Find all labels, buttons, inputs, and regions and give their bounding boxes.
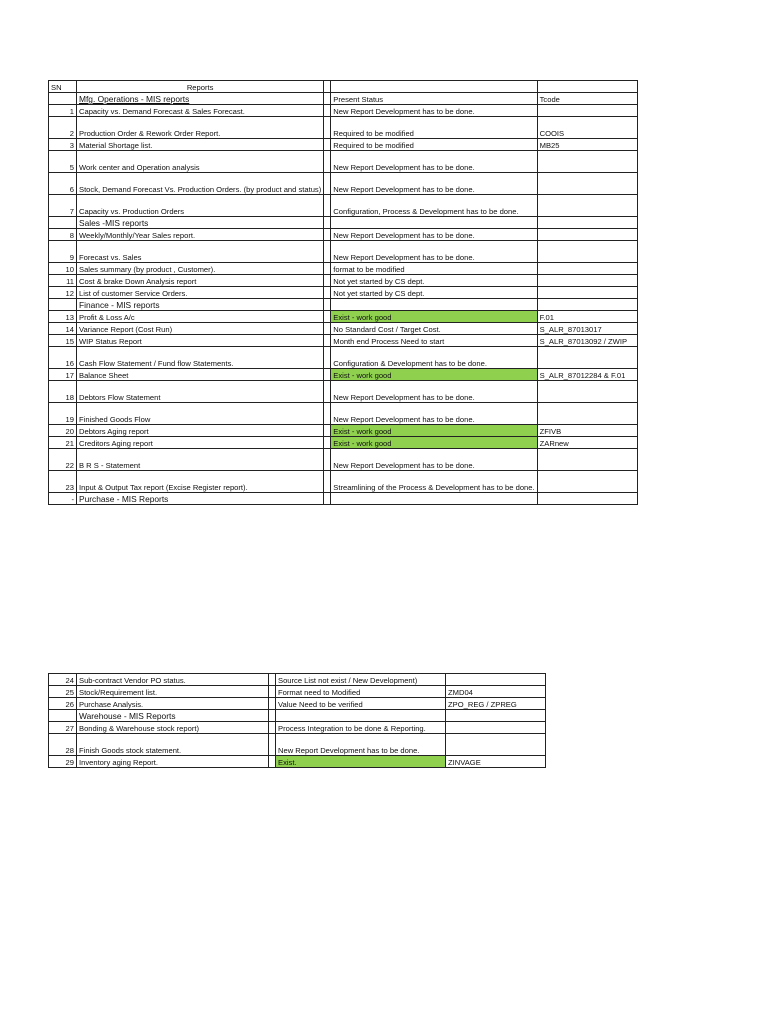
sn-cell: 10 [49, 263, 77, 275]
status-cell: No Standard Cost / Target Cost. [331, 323, 537, 335]
report-name-cell: Cash Flow Statement / Fund flow Statements. [77, 347, 324, 369]
table-row [49, 323, 638, 335]
sn-cell [49, 299, 77, 311]
status-cell: Value Need to be verified [276, 698, 446, 710]
tcode-cell: Tcode [537, 93, 637, 105]
status-cell: New Report Development has to be done. [331, 449, 537, 471]
report-name-cell: Weekly/Monthly/Year Sales report. [77, 229, 324, 241]
report-name-cell: Inventory aging Report. [77, 756, 269, 768]
spacer-cell [324, 151, 331, 173]
sn-cell: - [49, 493, 77, 505]
section-title: Mfg. Operations - MIS reports [77, 93, 324, 105]
spacer-cell [324, 173, 331, 195]
table-row [49, 105, 638, 117]
table-row [49, 722, 546, 734]
sn-cell [49, 217, 77, 229]
section-row [49, 217, 638, 229]
spacer-cell [324, 449, 331, 471]
spacer-cell [324, 217, 331, 229]
tcode-cell: S_ALR_87013017 [537, 323, 637, 335]
sn-cell: 27 [49, 722, 77, 734]
table-row [49, 335, 638, 347]
sn-cell: 28 [49, 734, 77, 756]
tcode-cell: S_ALR_87013092 / ZWIP [537, 335, 637, 347]
sn-cell: 3 [49, 139, 77, 151]
sn-cell: 15 [49, 335, 77, 347]
table-row [49, 195, 638, 217]
report-name-cell: Debtors Aging report [77, 425, 324, 437]
report-name-cell: WIP Status Report [77, 335, 324, 347]
tcode-header-cell [537, 81, 637, 93]
report-name-cell: Finished Goods Flow [77, 403, 324, 425]
reports-header: Reports [77, 81, 324, 93]
tcode-cell [537, 217, 637, 229]
status-cell: Exist - work good [331, 369, 537, 381]
tcode-cell [537, 287, 637, 299]
status-cell: Month end Process Need to start [331, 335, 537, 347]
report-name-cell: Finish Goods stock statement. [77, 734, 269, 756]
report-name-cell: Profit & Loss A/c [77, 311, 324, 323]
report-name-cell: Cost & brake Down Analysis report [77, 275, 324, 287]
report-name-cell: Sales summary (by product , Customer). [77, 263, 324, 275]
table-row [49, 449, 638, 471]
sn-cell: 1 [49, 105, 77, 117]
table-row [49, 139, 638, 151]
sn-cell: 7 [49, 195, 77, 217]
spacer-cell [324, 403, 331, 425]
tcode-cell [537, 449, 637, 471]
spacer-cell [324, 229, 331, 241]
spacer-cell [324, 139, 331, 151]
status-header-cell [331, 81, 537, 93]
report-name-cell: Capacity vs. Demand Forecast & Sales Forecast. [77, 105, 324, 117]
status-cell: Source List not exist / New Development) [276, 674, 446, 686]
tcode-cell [446, 674, 546, 686]
spacer-cell [324, 347, 331, 369]
table-row [49, 151, 638, 173]
tcode-cell [537, 105, 637, 117]
section-title: Finance - MIS reports [77, 299, 324, 311]
table-row [49, 287, 638, 299]
status-cell: Exist - work good [331, 425, 537, 437]
status-cell [331, 217, 537, 229]
purchase-warehouse-table [48, 673, 546, 768]
table-row [49, 347, 638, 369]
spacer-cell [324, 299, 331, 311]
tcode-cell [537, 151, 637, 173]
sn-cell: 23 [49, 471, 77, 493]
report-name-cell: Stock/Requirement list. [77, 686, 269, 698]
status-cell: New Report Development has to be done. [331, 105, 537, 117]
tcode-cell: ZARnew [537, 437, 637, 449]
tcode-cell: ZFIVB [537, 425, 637, 437]
status-cell: Required to be modified [331, 139, 537, 151]
status-cell: Exist - work good [331, 437, 537, 449]
report-name-cell: B R S - Statement [77, 449, 324, 471]
tcode-cell [537, 229, 637, 241]
status-cell: New Report Development has to be done. [331, 173, 537, 195]
spacer-cell [324, 471, 331, 493]
section-title: Purchase - MIS Reports [77, 493, 324, 505]
report-name-cell: List of customer Service Orders. [77, 287, 324, 299]
status-cell: Not yet started by CS dept. [331, 287, 537, 299]
table-row [49, 425, 638, 437]
spacer-cell [269, 686, 276, 698]
spacer-cell [269, 710, 276, 722]
sn-cell [49, 710, 77, 722]
section-row [49, 493, 638, 505]
spacer-cell [269, 674, 276, 686]
table-row [49, 241, 638, 263]
sn-cell: 11 [49, 275, 77, 287]
spacer-cell [269, 722, 276, 734]
tcode-cell [537, 471, 637, 493]
tcode-cell [446, 722, 546, 734]
tcode-cell [446, 734, 546, 756]
sn-cell: 9 [49, 241, 77, 263]
sn-cell: 13 [49, 311, 77, 323]
report-name-cell: Stock, Demand Forecast Vs. Production Orders. (by product and status) [77, 173, 324, 195]
table-row [49, 229, 638, 241]
report-name-cell: Production Order & Rework Order Report. [77, 117, 324, 139]
spacer-cell [324, 105, 331, 117]
sn-cell: 2 [49, 117, 77, 139]
spacer-cell [324, 323, 331, 335]
table-row [49, 698, 546, 710]
spacer-cell [324, 437, 331, 449]
section-title: Warehouse - MIS Reports [77, 710, 269, 722]
sn-cell: 6 [49, 173, 77, 195]
table-row [49, 263, 638, 275]
tcode-cell: MB25 [537, 139, 637, 151]
status-cell: New Report Development has to be done. [276, 734, 446, 756]
header-row [49, 81, 638, 93]
status-cell: New Report Development has to be done. [331, 151, 537, 173]
status-cell [276, 710, 446, 722]
spacer-cell [269, 734, 276, 756]
report-name-cell: Material Shortage list. [77, 139, 324, 151]
table-row [49, 471, 638, 493]
report-name-cell: Debtors Flow Statement [77, 381, 324, 403]
sn-cell: 14 [49, 323, 77, 335]
section-title: Sales -MIS reports [77, 217, 324, 229]
tcode-cell [537, 347, 637, 369]
tcode-cell [446, 710, 546, 722]
table-row [49, 173, 638, 195]
tcode-cell: ZINVAGE [446, 756, 546, 768]
status-cell: New Report Development has to be done. [331, 403, 537, 425]
tcode-cell: ZMD04 [446, 686, 546, 698]
tcode-cell [537, 173, 637, 195]
tcode-cell: F.01 [537, 311, 637, 323]
spacer-cell [324, 117, 331, 139]
spacer-cell [269, 756, 276, 768]
tcode-cell: ZPO_REG / ZPREG [446, 698, 546, 710]
status-cell: Configuration, Process & Development has to be done. [331, 195, 537, 217]
table-row [49, 686, 546, 698]
table-row [49, 117, 638, 139]
table-row [49, 674, 546, 686]
report-name-cell: Capacity vs. Production Orders [77, 195, 324, 217]
report-name-cell: Purchase Analysis. [77, 698, 269, 710]
sn-cell: 29 [49, 756, 77, 768]
sn-cell [49, 93, 77, 105]
spacer-cell [324, 81, 331, 93]
section-row [49, 93, 638, 105]
status-cell: Present Status [331, 93, 537, 105]
spacer-cell [324, 425, 331, 437]
sn-cell: 19 [49, 403, 77, 425]
sn-cell: 17 [49, 369, 77, 381]
sn-cell: 5 [49, 151, 77, 173]
sn-cell: 16 [49, 347, 77, 369]
table-row [49, 311, 638, 323]
report-name-cell: Creditors Aging report [77, 437, 324, 449]
status-cell: New Report Development has to be done. [331, 229, 537, 241]
spacer-cell [324, 311, 331, 323]
report-name-cell: Bonding & Warehouse stock report) [77, 722, 269, 734]
sn-cell: 18 [49, 381, 77, 403]
report-name-cell: Variance Report (Cost Run) [77, 323, 324, 335]
report-name-cell: Balance Sheet [77, 369, 324, 381]
report-name-cell: Work center and Operation analysis [77, 151, 324, 173]
tcode-cell: S_ALR_87012284 & F.01 [537, 369, 637, 381]
status-cell: New Report Development has to be done. [331, 381, 537, 403]
tcode-cell [537, 263, 637, 275]
table-row [49, 381, 638, 403]
spacer-cell [324, 335, 331, 347]
spacer-cell [324, 381, 331, 403]
table-row [49, 437, 638, 449]
spacer-cell [324, 493, 331, 505]
spacer-cell [269, 698, 276, 710]
spacer-cell [324, 275, 331, 287]
report-name-cell: Sub-contract Vendor PO status. [77, 674, 269, 686]
sn-cell: 21 [49, 437, 77, 449]
report-name-cell: Forecast vs. Sales [77, 241, 324, 263]
spacer-cell [324, 195, 331, 217]
tcode-cell [537, 241, 637, 263]
status-cell: Exist - work good [331, 311, 537, 323]
status-cell: Streamlining of the Process & Development has to be done. [331, 471, 537, 493]
table-row [49, 403, 638, 425]
status-cell: format to be modified [331, 263, 537, 275]
sn-cell: 22 [49, 449, 77, 471]
status-cell: Process Integration to be done & Reporting. [276, 722, 446, 734]
sn-cell: 8 [49, 229, 77, 241]
status-cell: Required to be modified [331, 117, 537, 139]
sn-cell: 20 [49, 425, 77, 437]
spacer-cell [324, 263, 331, 275]
table-row [49, 369, 638, 381]
table-row [49, 275, 638, 287]
sn-cell: 26 [49, 698, 77, 710]
mis-reports-table [48, 80, 638, 505]
spacer-cell [324, 369, 331, 381]
tcode-cell [537, 299, 637, 311]
sn-cell: 12 [49, 287, 77, 299]
status-cell: Format need to Modified [276, 686, 446, 698]
tcode-cell [537, 195, 637, 217]
tcode-cell: COOIS [537, 117, 637, 139]
status-cell [331, 299, 537, 311]
section-row [49, 299, 638, 311]
sn-cell: 25 [49, 686, 77, 698]
table-row [49, 734, 546, 756]
tcode-cell [537, 493, 637, 505]
status-cell: New Report Development has to be done. [331, 241, 537, 263]
spacer-cell [324, 93, 331, 105]
sn-cell: 24 [49, 674, 77, 686]
tcode-cell [537, 275, 637, 287]
spacer-cell [324, 241, 331, 263]
status-cell: Exist. [276, 756, 446, 768]
status-cell [331, 493, 537, 505]
table-row [49, 756, 546, 768]
status-cell: Not yet started by CS dept. [331, 275, 537, 287]
sn-header: SN [49, 81, 77, 93]
status-cell: Configuration & Development has to be done. [331, 347, 537, 369]
spacer-cell [324, 287, 331, 299]
tcode-cell [537, 381, 637, 403]
report-name-cell: Input & Output Tax report (Excise Register report). [77, 471, 324, 493]
section-row [49, 710, 546, 722]
tcode-cell [537, 403, 637, 425]
